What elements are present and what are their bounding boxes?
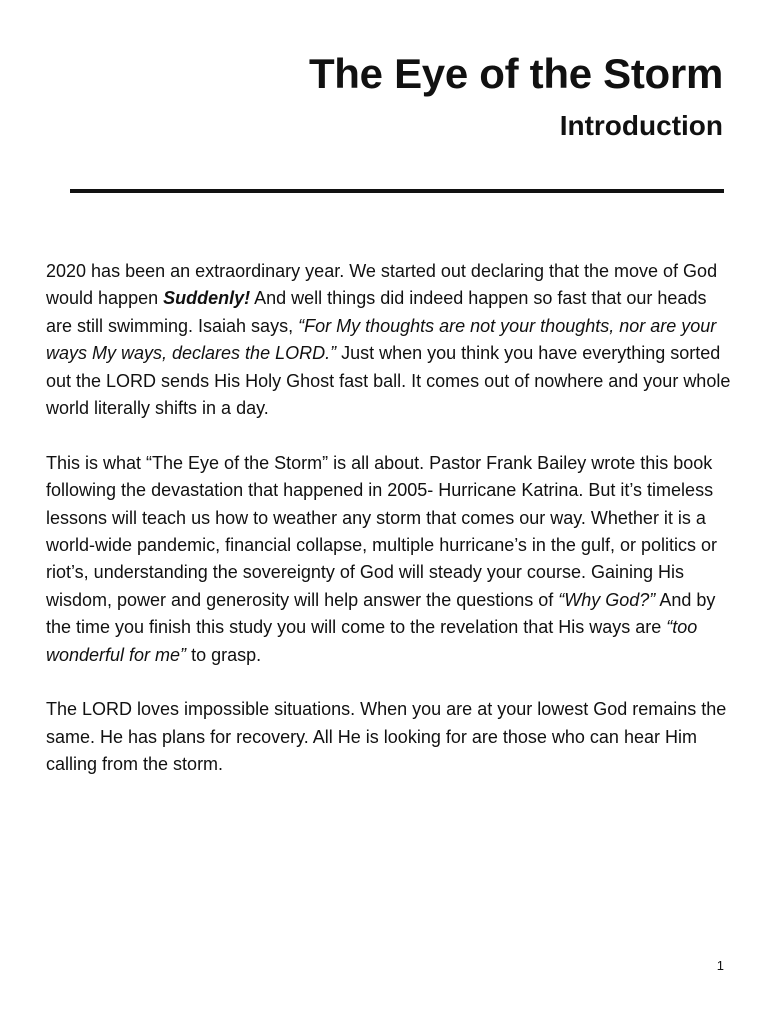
p1-quote-isaiah: “For My thoughts are not your thoughts, nor are your ways My ways, declares the LORD.” (46, 315, 717, 364)
p2-text-e: to grasp. (186, 644, 262, 665)
title-underline-divider (70, 189, 724, 193)
page-title: The Eye of the Storm (308, 50, 723, 97)
p1-text-c: And well things did indeed happen so fast that our heads are still swimming. Isaiah says, (46, 288, 707, 336)
p3-text: The LORD loves impossible situations. When you are at your lowest God remains the same. He has plans for recovery. All He is looking for are those who can hear Him calling from the storm. (46, 699, 727, 775)
page-number: 1 (716, 958, 724, 973)
body-text (46, 258, 736, 806)
section-subtitle: Introduction (559, 110, 723, 141)
paragraph-1 (46, 258, 736, 422)
p2-text-c: And by the time you finish this study you will come to the revelation that His ways are (46, 589, 716, 638)
p2-quote-why-god: “Why God?” (558, 589, 656, 610)
paragraph-2 (46, 450, 736, 669)
p1-text-a: 2020 has been an extraordinary year. We started out declaring that the move of God would happen (46, 261, 718, 309)
p2-quote-too-wonderful: “too wonderful for me” (46, 617, 698, 665)
p1-emphasis-suddenly: Suddenly! (163, 288, 251, 309)
paragraph-3 (46, 696, 736, 778)
p1-text-e: Just when you think you have everything sorted out the LORD sends His Holy Ghost fast ball. It comes out of nowhere and your whole world literally shifts in a day. (46, 343, 731, 419)
p2-text-a: This is what “The Eye of the Storm” is all about. Pastor Frank Bailey wrote this book following the devastation that happened in 2005- Hurricane Katrina. But it’s timeless lessons will teach us how to weather any storm that comes our way. Whether it is a world-wide pandemic, financial collapse, multiple hurricane’s in the gulf, or politics or riot’s, understanding the sovereignty of God will steady your course. Gaining His wisdom, power and generosity will help answer the questions of (46, 452, 717, 610)
